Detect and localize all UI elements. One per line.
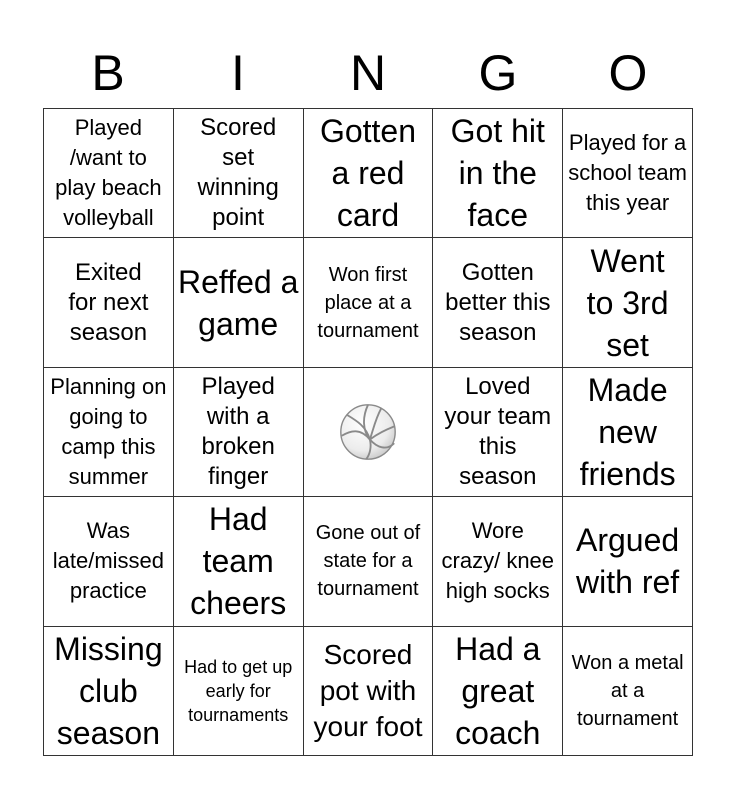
cell-label: Scored set winning point [197,114,279,232]
cell-label: Exited for next season [68,258,149,346]
bingo-cell-r4-c2[interactable] [304,627,434,756]
bingo-cell-r2-c4[interactable] [563,368,693,497]
bingo-cell-r4-c0[interactable] [44,627,174,756]
bingo-cell-r2-c3[interactable] [433,368,563,497]
bingo-cell-r4-c4[interactable] [563,627,693,756]
cell-label: Had team cheers [190,501,287,622]
bingo-cell-r0-c2[interactable] [304,109,434,238]
bingo-cell-r4-c3[interactable] [433,627,563,756]
volleyball-icon [338,402,398,462]
cell-label: Played /want to play beach volleyball [55,115,162,231]
bingo-cell-r0-c3[interactable] [433,109,563,238]
bingo-cell-r0-c0[interactable] [44,109,174,238]
bingo-cell-r1-c3[interactable] [433,238,563,367]
bingo-cell-free[interactable] [304,368,434,497]
cell-label: Gotten better this season [445,258,551,346]
header-letter-g: G [478,45,518,101]
bingo-cell-r3-c0[interactable] [44,497,174,626]
cell-label: Won a metal at a tournament [571,651,684,730]
cell-label: Played for a school team this year [568,130,687,216]
bingo-cell-r3-c3[interactable] [433,497,563,626]
cell-label: Gone out of state for a tournament [315,522,421,601]
cell-label: Had to get up early for tournaments [184,656,293,725]
cell-label: Missing club season [54,630,163,751]
bingo-header [43,40,693,106]
bingo-cell-r1-c0[interactable] [44,238,174,367]
cell-label: Played with a broken finger [201,372,275,490]
cell-label: Reffed a game [178,263,299,342]
cell-label: Wore crazy/ knee high socks [441,518,555,604]
bingo-cell-r2-c1[interactable] [174,368,304,497]
bingo-cell-r0-c1[interactable] [174,109,304,238]
cell-label: Gotten a red card [319,113,417,234]
bingo-cell-r0-c4[interactable] [563,109,693,238]
cell-label: Made new friends [579,371,676,492]
cell-label: Argued with ref [576,522,680,601]
header-letter-b: B [91,45,125,101]
cell-label: Had a great coach [455,630,541,751]
bingo-cell-r4-c1[interactable] [174,627,304,756]
bingo-cell-r1-c2[interactable] [304,238,434,367]
header-letter-n: N [349,45,387,101]
cell-label: Was late/missed practice [52,518,165,604]
bingo-cell-r3-c1[interactable] [174,497,304,626]
cell-label: Got hit in the face [450,113,545,234]
bingo-cell-r3-c2[interactable] [304,497,434,626]
bingo-cell-r1-c4[interactable] [563,238,693,367]
cell-label: Scored pot with your foot [313,638,423,742]
header-letter-o: O [608,45,648,101]
bingo-cell-r1-c1[interactable] [174,238,304,367]
bingo-cell-r2-c0[interactable] [44,368,174,497]
header-letter-i: I [231,45,245,101]
cell-label: Planning on going to camp this summer [50,373,167,489]
bingo-cell-r3-c4[interactable] [563,497,693,626]
cell-label: Won first place at a tournament [317,263,419,342]
bingo-board [43,108,693,756]
cell-label: Went to 3rd set [586,242,669,363]
cell-label: Loved your team this season [444,372,552,490]
